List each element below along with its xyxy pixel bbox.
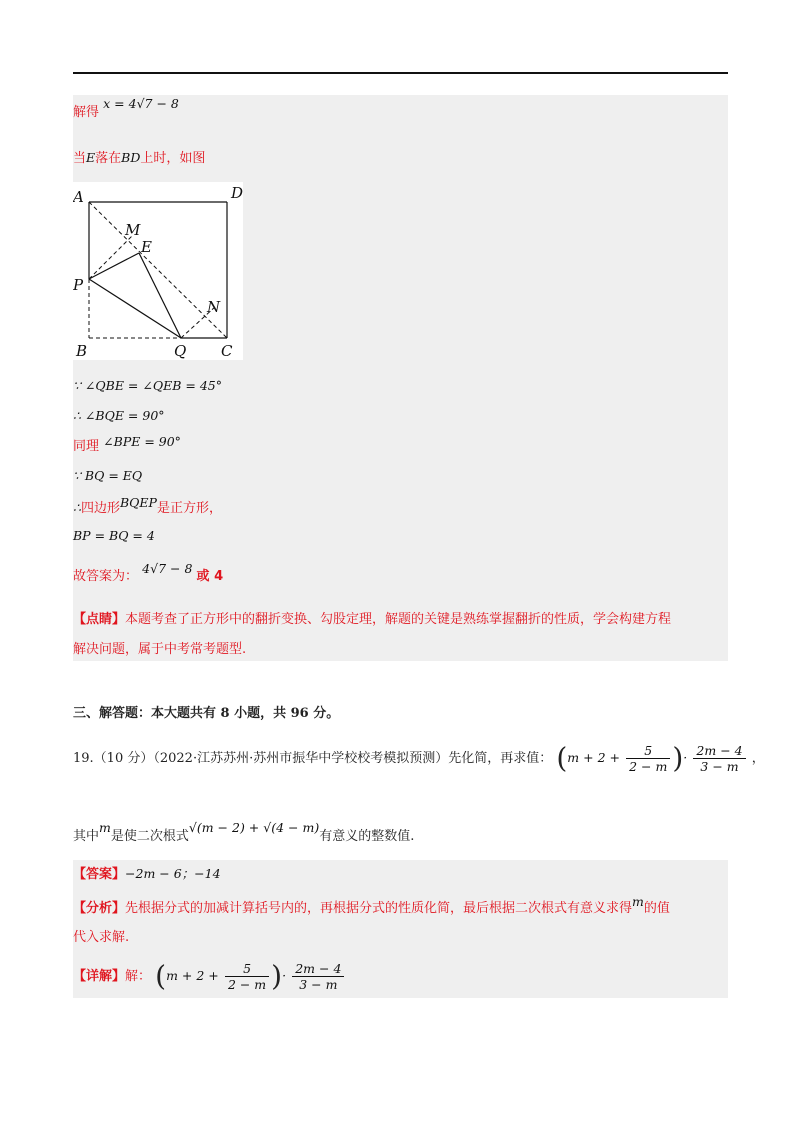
comment-line-2: 解决问题，属于中考常考题型. xyxy=(73,642,247,657)
comment-line-1: 【点睛】本题考查了正方形中的翻折变换、勾股定理，解题的关键是熟练掌握翻折的性质，学会构建方程 xyxy=(73,612,672,627)
q19-condition: 其中m是使二次根式√(m − 2) + √(4 − m)有意义的整数值. xyxy=(73,820,415,844)
segment-pe xyxy=(89,253,139,279)
geometry-figure xyxy=(73,182,243,360)
label-m: M xyxy=(125,221,141,239)
detail-fraction-2: $\frac{2m - 4}{3 - m}$ xyxy=(292,961,344,992)
analysis-line-1: 【分析】先根据分式的加减计算括号内的，再根据分式的性质化简，最后根据二次根式有意义求得m的值 xyxy=(73,894,670,916)
label-d: D xyxy=(231,184,243,202)
segment-eq xyxy=(139,253,181,338)
solve-line xyxy=(73,96,179,123)
figure-svg xyxy=(73,182,243,360)
step-4: ∵ BQ = EQ xyxy=(73,468,143,483)
section-title: 三、解答题：本大题共有 8 小题，共 96 分。 xyxy=(73,706,340,721)
q19-line: 19.（10 分）（2022·江苏苏州·苏州市振华中学校校考模拟预测）先化简，再求值： (m + 2 + $\frac{5}{2 - m}$ )· $\frac{2m - 4}{3 - m}$ ， xyxy=(73,741,765,775)
solve-prefix: 解得 xyxy=(73,105,100,120)
dashed-pm xyxy=(89,235,133,279)
analysis-line-2: 代入求解. xyxy=(73,930,130,945)
step-1: ∵ ∠QBE = ∠QEB = 45° xyxy=(73,378,222,393)
step-5: ∴四边形BQEP是正方形， xyxy=(73,495,222,516)
label-c: C xyxy=(221,342,233,360)
case-line: 当E落在BD上时，如图 xyxy=(73,150,206,166)
diagonal-ac xyxy=(89,202,227,338)
solve-expression: x = 4√7 − 8 xyxy=(103,96,179,111)
label-b: B xyxy=(76,342,88,360)
step-2: ∴ ∠BQE = 90° xyxy=(73,408,165,423)
q19-fraction-2: $\frac{2m - 4}{3 - m}$ xyxy=(693,743,745,774)
answer-tag-line: 【答案】−2m − 6；−14 xyxy=(73,866,221,882)
segment-pq xyxy=(89,279,181,338)
label-p: P xyxy=(73,276,84,294)
step-6: BP = BQ = 4 xyxy=(73,528,155,543)
detail-fraction-1: $\frac{5}{2 - m}$ xyxy=(225,961,269,992)
label-n: N xyxy=(207,298,221,316)
label-a: A xyxy=(73,188,84,206)
step-3: 同理 ∠BPE = 90° xyxy=(73,434,181,454)
q19-fraction-1: $\frac{5}{2 - m}$ xyxy=(626,743,670,774)
header-rule xyxy=(73,72,728,74)
detail-line: 【详解】解： (m + 2 + $\frac{5}{2 - m}$ )· $\frac{2m - 4}{3 - m}$ xyxy=(73,956,346,997)
label-e: E xyxy=(141,238,152,256)
label-q: Q xyxy=(174,342,187,360)
answer-line: 故答案为： 4√7 − 8 或 4 xyxy=(73,561,224,584)
